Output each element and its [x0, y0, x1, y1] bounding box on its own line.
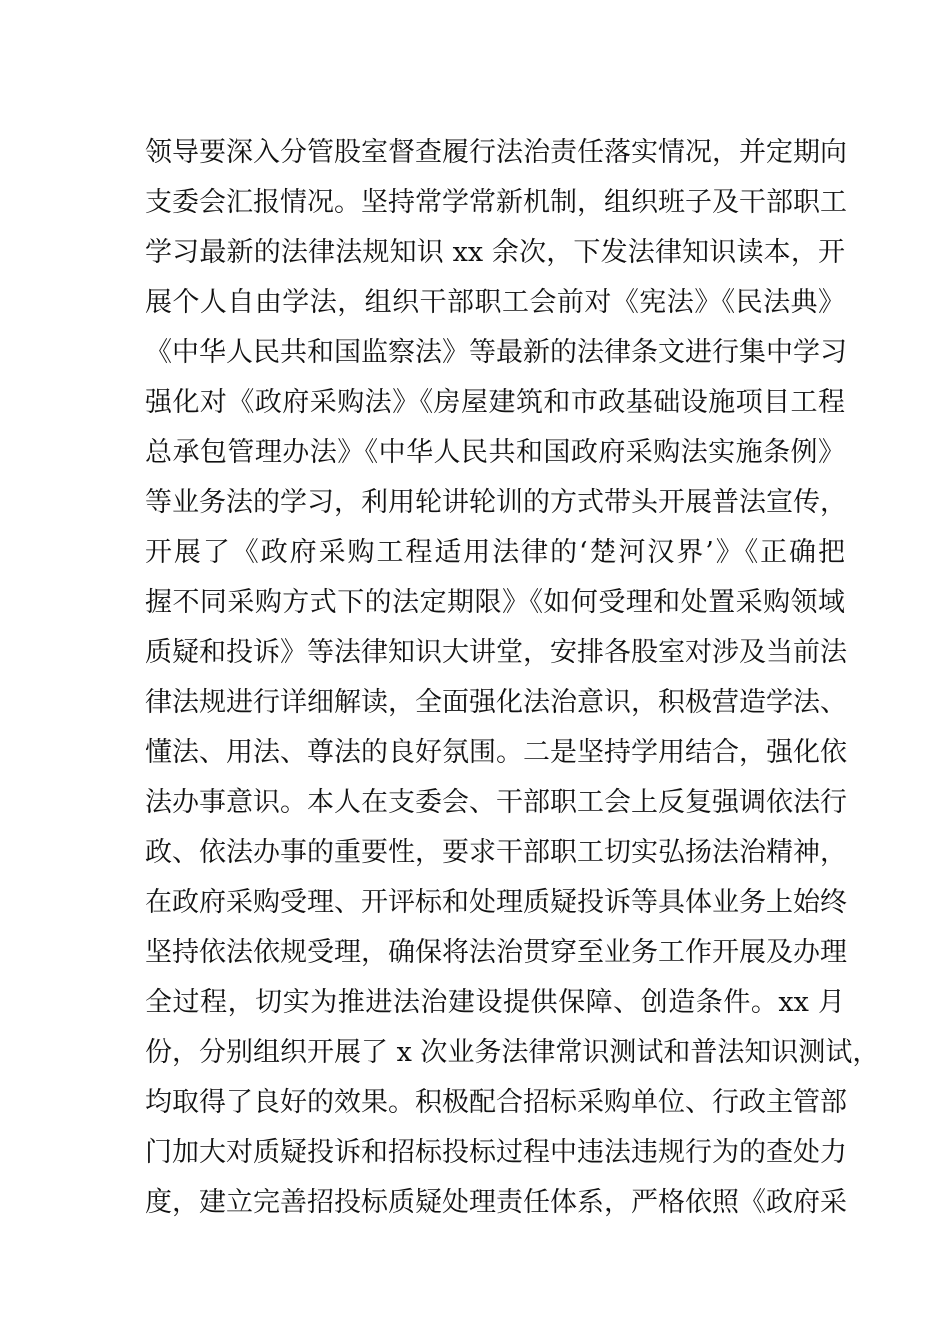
text-line: 等业务法的学习，利用轮讲轮训的方式带头开展普法宣传，	[145, 487, 847, 518]
text-line: 度，建立完善招投标质疑处理责任体系，严格依照《政府采	[145, 1187, 847, 1218]
text-line: 律法规进行详细解读，全面强化法治意识，积极营造学法、	[145, 687, 847, 718]
text-line: 政、依法办事的重要性，要求干部职工切实弘扬法治精神，	[145, 837, 847, 868]
text-line: 坚持依法依规受理，确保将法治贯穿至业务工作开展及办理	[145, 937, 847, 968]
body-paragraph	[145, 128, 880, 1228]
text-line: 握不同采购方式下的法定期限》《如何受理和处置采购领域	[145, 587, 845, 618]
text-line: 懂法、用法、尊法的良好氛围。二是坚持学用结合，强化依	[145, 737, 847, 768]
text-line: 开展了《政府采购工程适用法律的‘楚河汉界’》《正确把	[145, 537, 845, 568]
text-line: 学习最新的法律法规知识 xx 余次，下发法律知识读本，开	[145, 237, 845, 268]
text-line: 在政府采购受理、开评标和处理质疑投诉等具体业务上始终	[145, 887, 847, 918]
text-line: 领导要深入分管股室督查履行法治责任落实情况，并定期向	[145, 137, 847, 168]
text-line: 展个人自由学法，组织干部职工会前对《宪法》《民法典》	[145, 287, 845, 318]
text-line: 《中华人民共和国监察法》等最新的法律条文进行集中学习	[145, 337, 847, 368]
text-line: 份，分别组织开展了 x 次业务法律常识测试和普法知识测试，	[145, 1037, 880, 1068]
text-line: 均取得了良好的效果。积极配合招标采购单位、行政主管部	[145, 1087, 847, 1118]
text-line: 质疑和投诉》等法律知识大讲堂，安排各股室对涉及当前法	[145, 637, 847, 668]
text-line: 总承包管理办法》《中华人民共和国政府采购法实施条例》	[145, 437, 845, 468]
text-line: 支委会汇报情况。坚持常学常新机制，组织班子及干部职工	[145, 187, 847, 218]
text-line: 全过程，切实为推进法治建设提供保障、创造条件。xx 月	[145, 987, 845, 1018]
text-line: 门加大对质疑投诉和招标投标过程中违法违规行为的查处力	[145, 1137, 847, 1168]
text-line: 强化对《政府采购法》《房屋建筑和市政基础设施项目工程	[145, 387, 845, 418]
text-line: 法办事意识。本人在支委会、干部职工会上反复强调依法行	[145, 787, 847, 818]
